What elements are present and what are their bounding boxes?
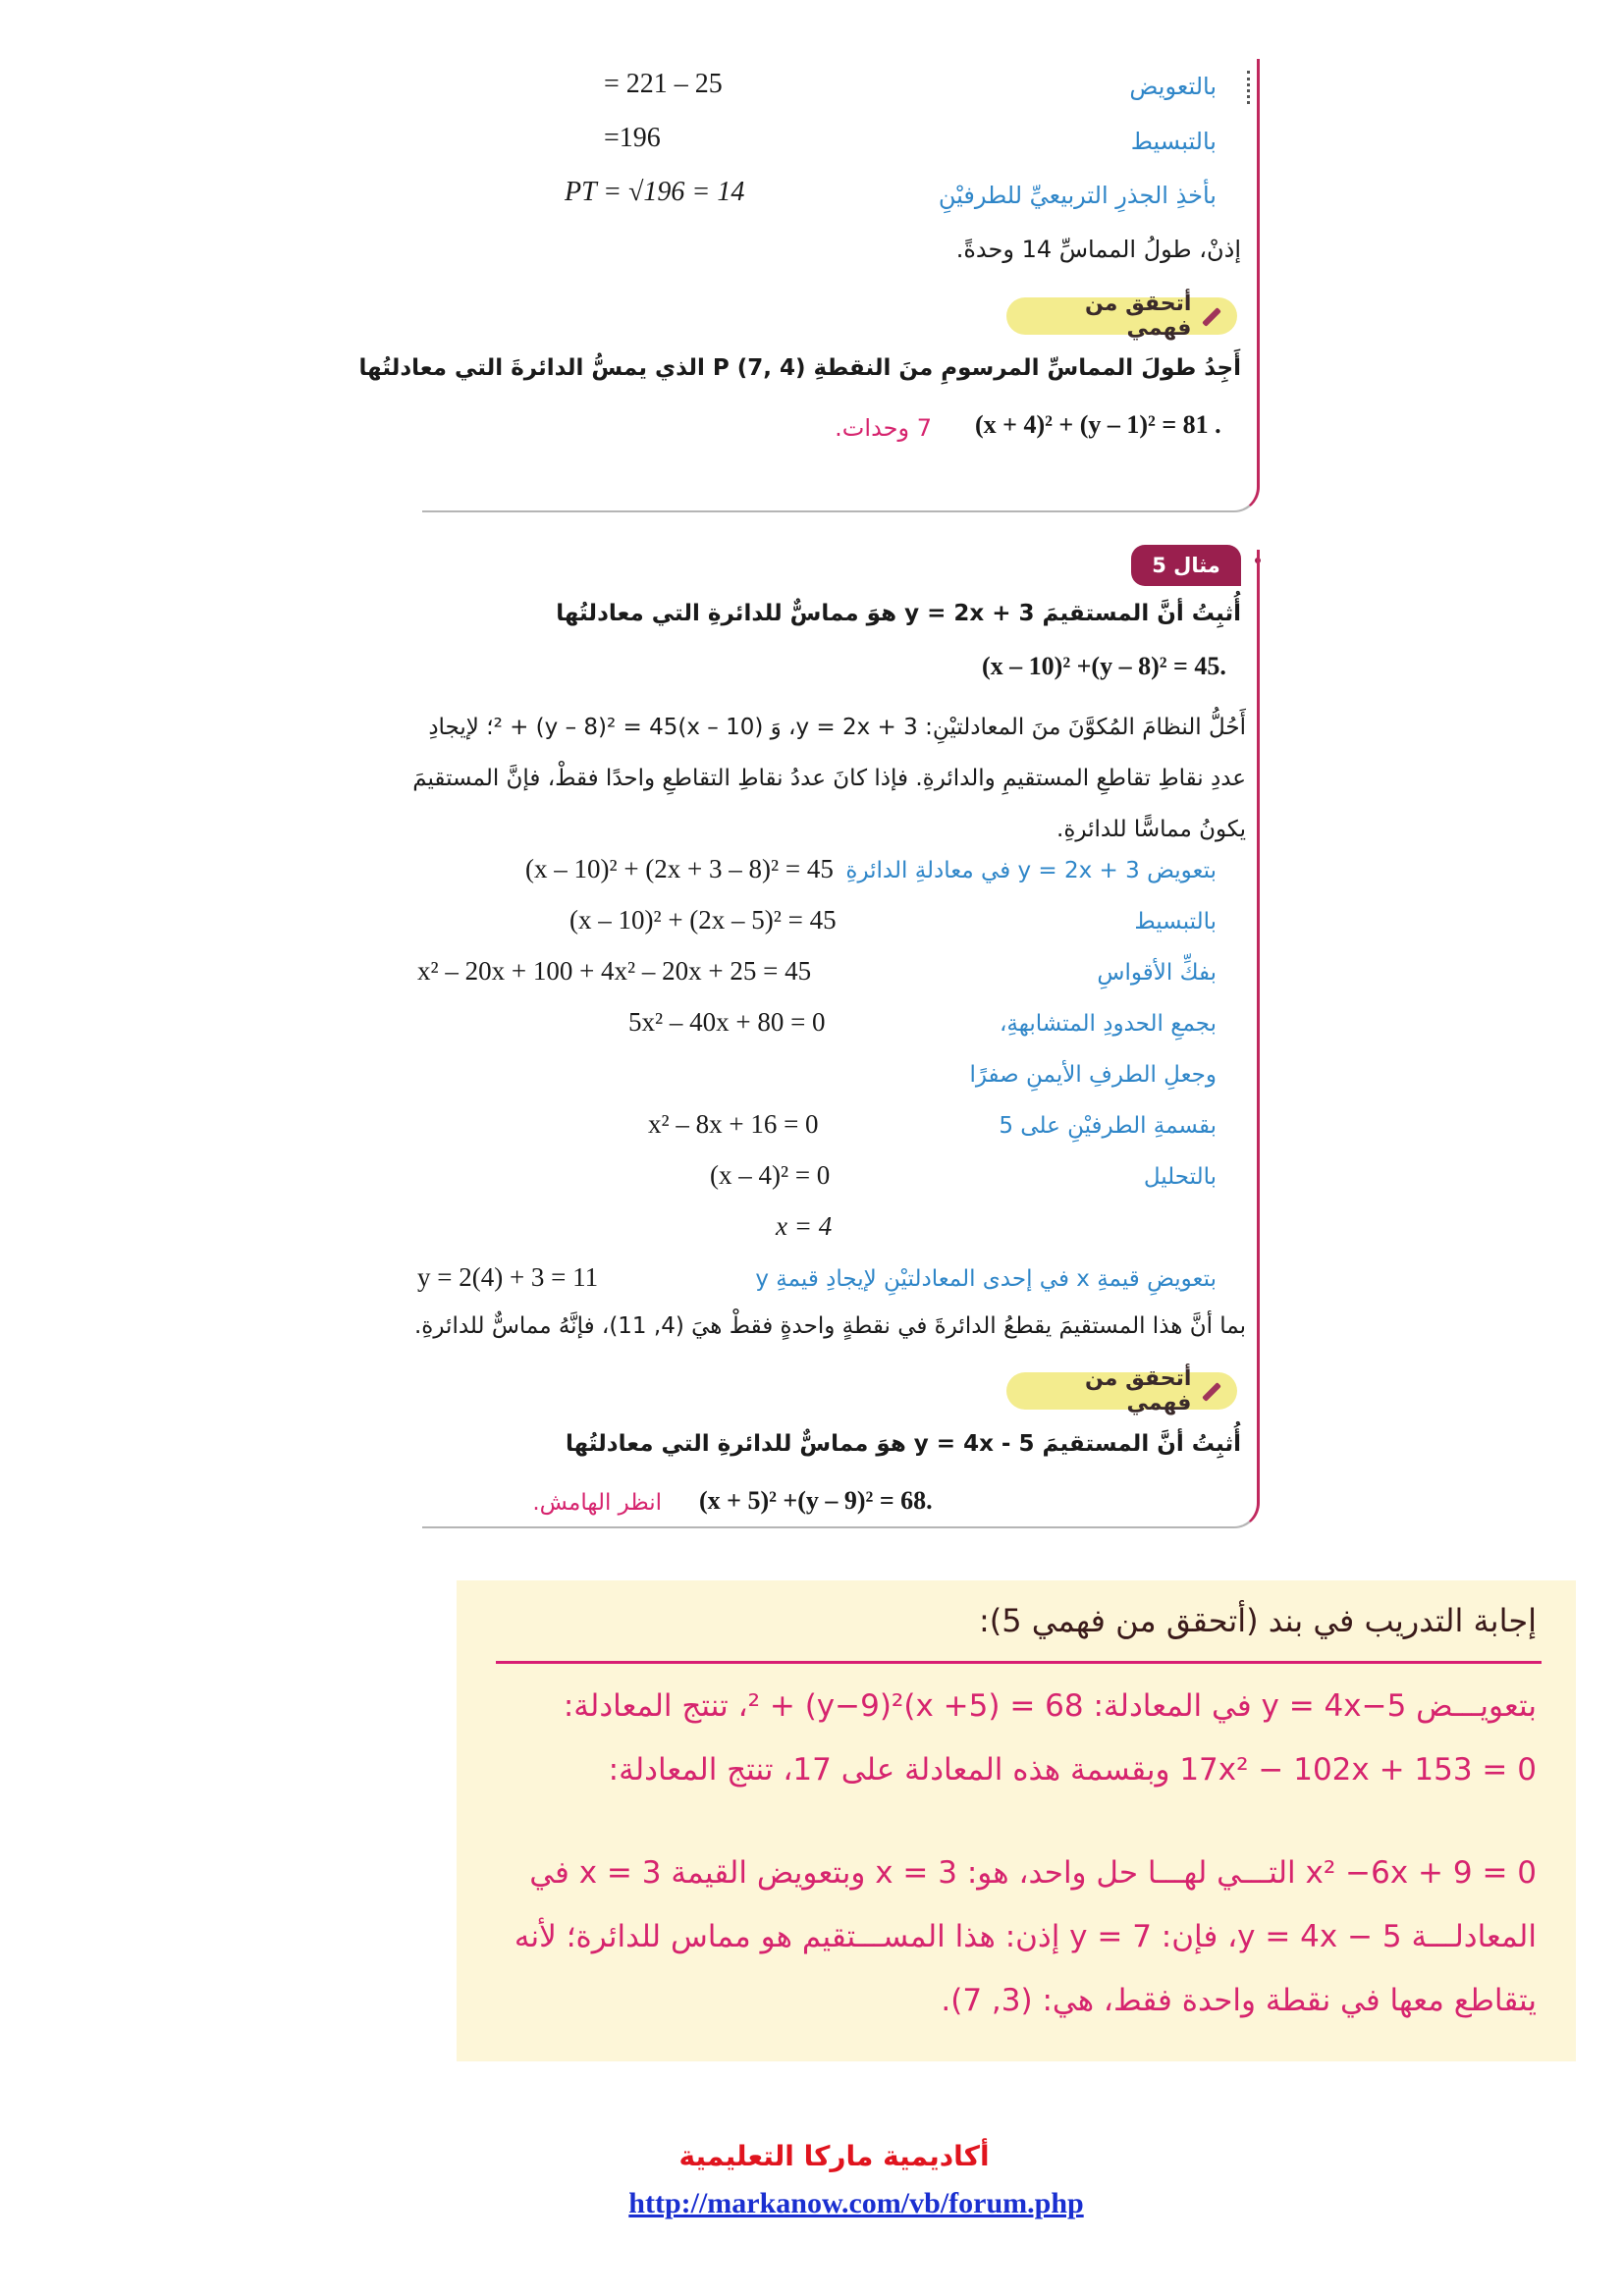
ex-step-math-7: (x – 4)² = 0 <box>710 1160 831 1190</box>
ex-step-label-6: بقسمةِ الطرفيْنِ على 5 <box>999 1113 1217 1139</box>
answer-line-1: بتعويـــض y = 4x−5 في المعادلة: 68 = (x +5)² + (y−9)²، تنتج المعادلة: <box>563 1688 1537 1724</box>
footer-academy: أكاديمية ماركا التعليمية <box>678 2140 990 2172</box>
ex-step-math-3: x² – 20x + 100 + 4x² – 20x + 25 = 45 <box>417 956 812 986</box>
example-statement: أُثبِتُ أنَّ المستقيمَ y = 2x + 3 هوَ مماسٌّ للدائرةِ التي معادلتُها <box>556 601 1241 626</box>
ex-step-label-3: بفكِّ الأقواسِ <box>1097 960 1217 986</box>
answer-box <box>457 1580 1576 2061</box>
example-tag: مثال 5 <box>1131 545 1241 586</box>
answer-line-5: يتقاطع معها في نقطة واحدة فقط، هي: (3, 7). <box>941 1983 1537 2018</box>
step-label-3: بأخذِ الجذرِ التربيعيِّ للطرفيْنِ <box>938 182 1217 209</box>
check2-answer: انظر الهامش. <box>532 1490 662 1516</box>
example-intro: أَحُلُّ النظامَ المُكوَّنَ منَ المعادلتيْنِ: y = 2x + 3، وَ (x – 10)² + (y – 8)² = 45؛ لإيجادِ عددِ نقاطِ تقاطعِ المستقيمِ والدائرةِ. فإذا كانَ عددُ نقاطِ التقاطعِ واحدًا فقطْ، فإنَّ المستقيمَ يكونُ مماسًّا للدائرةِ. <box>412 715 1246 842</box>
ex-step-math-1: (x – 10)² + (2x + 3 – 8)² = 45 <box>525 854 834 883</box>
check2-equation: (x + 5)² +(y – 9)² = 68. <box>699 1486 933 1515</box>
example-conclusion: بما أنَّ هذا المستقيمَ يقطعُ الدائرةَ في نقطةٍ واحدةٍ فقطْ هيَ (4, 11)، فإنَّهُ مماسٌّ للدائرةِ. <box>413 1313 1246 1339</box>
answer-line-3: x² −6x + 9 = 0 التـــي لهـــا حل واحد، هو: x = 3 وبتعويض القيمة x = 3 في <box>529 1855 1537 1891</box>
ex-step-math-2: (x – 10)² + (2x – 5)² = 45 <box>569 905 837 934</box>
answer-divider <box>496 1661 1542 1664</box>
ex-step-math-9: y = 2(4) + 3 = 11 <box>417 1262 599 1292</box>
ex-step-math-4: 5x² – 40x + 80 = 0 <box>628 1007 826 1037</box>
top-conclusion: إذنْ، طولُ المماسِّ 14 وحدةً. <box>955 236 1241 263</box>
ex-step-math-6: x² – 8x + 16 = 0 <box>648 1109 819 1139</box>
top-section-frame <box>422 59 1260 512</box>
ex-step-label-2: بالتبسيط <box>1134 909 1217 934</box>
check2-heading-text: أتحقق من فهمي <box>1085 1366 1192 1415</box>
ex-step-label-4: بجمعِ الحدودِ المتشابهةِ، <box>1000 1011 1217 1037</box>
ex-step-label-1: بتعويض y = 2x + 3 في معادلةِ الدائرةِ <box>845 858 1217 883</box>
example-equation: (x – 10)² +(y – 8)² = 45. <box>982 652 1226 680</box>
answer-title: إجابة التدريب في بند (أتحقق من فهمي 5): <box>978 1602 1537 1639</box>
step-label-1: بالتعويض <box>1129 73 1217 100</box>
check1-equation: (x + 4)² + (y – 1)² = 81 . <box>975 410 1221 439</box>
ex-step-label-7: بالتحليل <box>1143 1164 1217 1190</box>
check1-answer: 7 وحدات. <box>835 414 932 442</box>
example-section-frame <box>422 550 1260 1528</box>
step-math-1: = 221 – 25 <box>604 69 723 99</box>
ex-step-math-8: x = 4 <box>776 1211 833 1241</box>
check2-question: أُثبِتُ أنَّ المستقيمَ y = 4x - 5 هوَ مماسٌّ للدائرةِ التي معادلتُها <box>565 1431 1241 1457</box>
step-math-3: PT = √196 = 14 <box>565 177 745 207</box>
footer-link[interactable]: http://markanow.com/vb/forum.php <box>628 2187 1084 2219</box>
check1-question: أَجِدُ طولَ المماسِّ المرسومِ منَ النقطةِ P (7, 4) الذي يمسُّ الدائرةَ التي معادلتُها <box>358 355 1241 381</box>
check1-heading-text: أتحقق من فهمي <box>1085 292 1192 341</box>
ex-step-label-9: بتعويضِ قيمةِ x في إحدى المعادلتيْنِ لإيجادِ قيمةِ y <box>755 1266 1217 1292</box>
answer-line-4: المعادلـــة y = 4x − 5، فإن: y = 7 إذن: هذا المســـتقيم هو مماس للدائرة؛ لأنه <box>514 1919 1537 1954</box>
step-label-2: بالتبسيط <box>1130 128 1217 155</box>
step-math-2: =196 <box>604 123 661 153</box>
answer-line-2: 17x² − 102x + 153 = 0 وبقسمة هذه المعادلة على 17، تنتج المعادلة: <box>608 1752 1537 1788</box>
ex-step-label-5: وجعلِ الطرفِ الأيمنِ صفرًا <box>969 1062 1217 1088</box>
